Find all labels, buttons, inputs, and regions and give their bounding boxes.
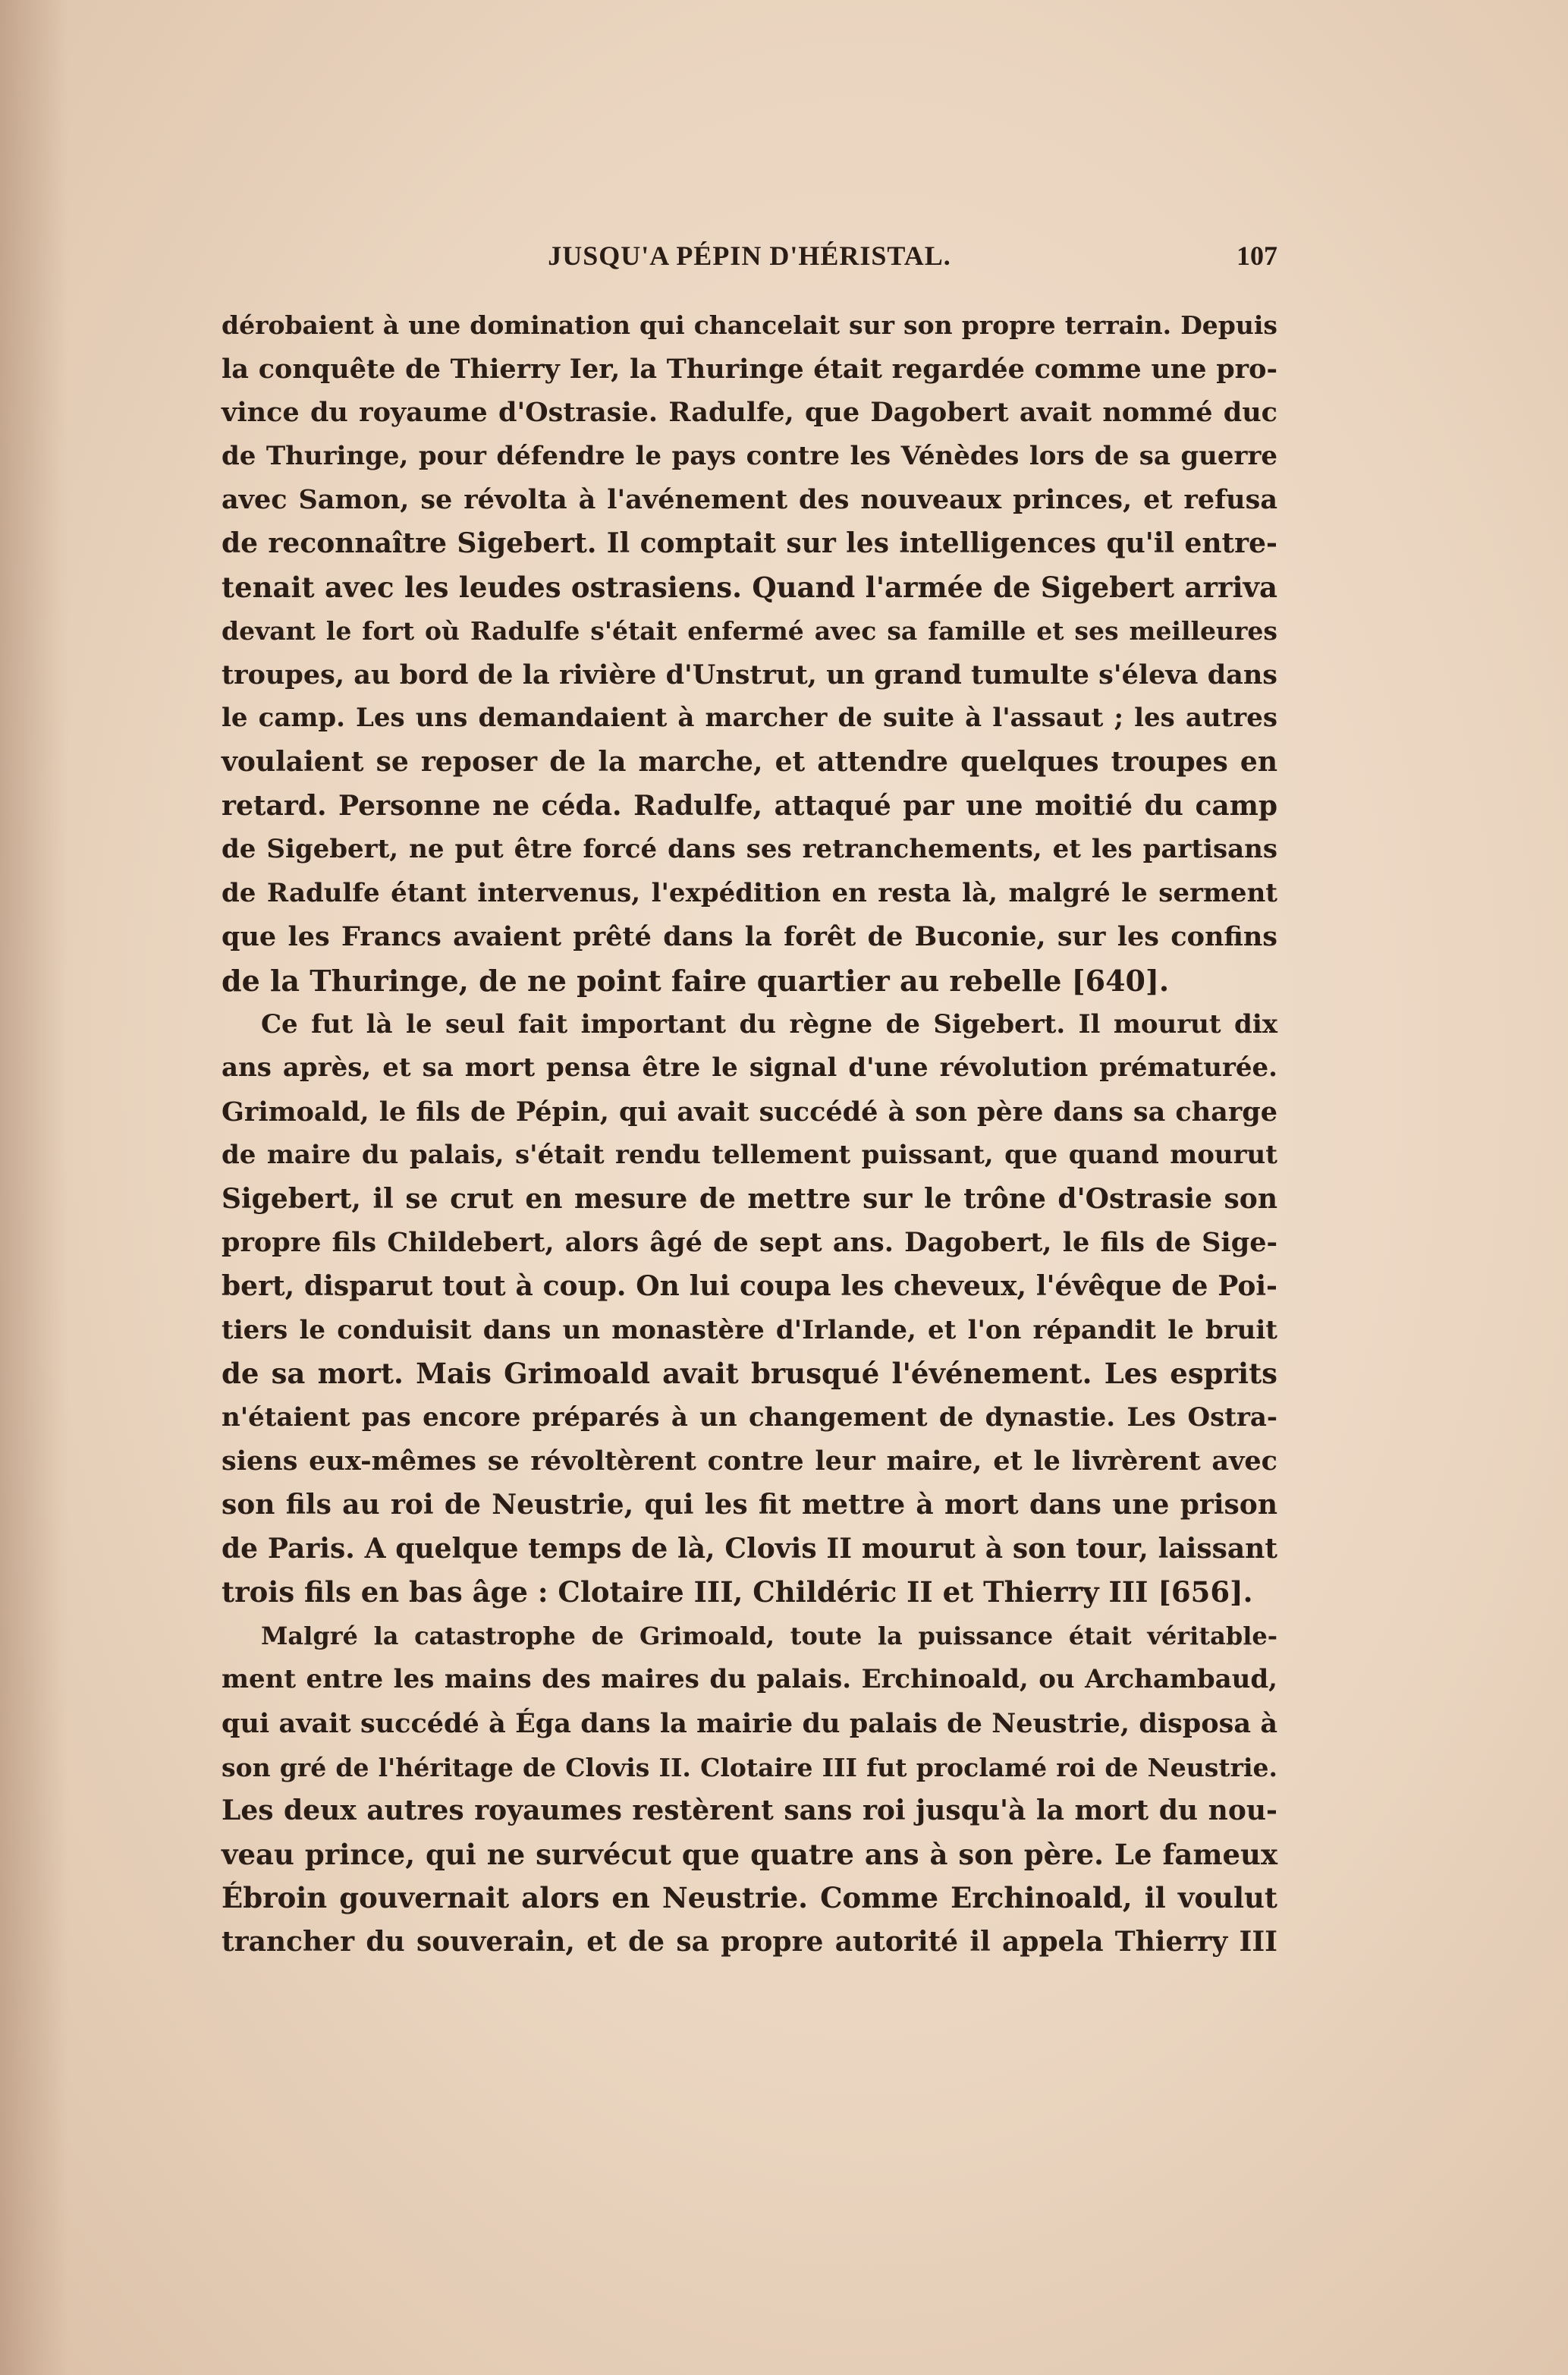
text-line: de la Thuringe, de ne point faire quartier au rebelle [640].	[222, 963, 1170, 998]
text-line: de sa mort. Mais Grimoald avait brusqué l'événement. Les esprits	[222, 1357, 1277, 1391]
text-line: trancher du souverain, et de sa propre autorité il appela Thierry III	[222, 1925, 1277, 1958]
text-line: de Radulfe étant intervenus, l'expédition en resta là, malgré le serment	[222, 877, 1277, 908]
text-line: le camp. Les uns demandaient à marcher de suite à l'assaut ; les autres	[222, 703, 1277, 734]
text-line: ment entre les mains des maires du palais. Erchinoald, ou Archambaud,	[222, 1664, 1277, 1695]
text-line: Sigebert, il se crut en mesure de mettre sur le trône d'Ostrasie son	[222, 1182, 1277, 1215]
text-line: Ébroin gouvernait alors en Neustrie. Comme Erchinoald, il voulut	[222, 1881, 1277, 1915]
text-line: ans après, et sa mort pensa être le signal d'une révolution prématurée.	[222, 1052, 1277, 1084]
page-number: 107	[1236, 241, 1277, 271]
text-line: Ce fut là le seul fait important du règne de Sigebert. Il mourut dix	[261, 1008, 1277, 1040]
text-line: voulaient se reposer de la marche, et attendre quelques troupes en	[222, 745, 1277, 778]
text-line: bert, disparut tout à coup. On lui coupa les cheveux, l'évêque de Poi-	[222, 1270, 1277, 1303]
paragraph-2	[222, 1003, 1277, 1615]
text-line: de maire du palais, s'était rendu tellement puissant, que quand mourut	[222, 1140, 1277, 1171]
text-line: de Thuringe, pour défendre le pays contre les Vénèdes lors de sa guerre	[222, 440, 1277, 471]
text-line: Les deux autres royaumes restèrent sans roi jusqu'à la mort du nou-	[222, 1795, 1277, 1827]
text-line: dérobaient à une domination qui chancelait sur son propre terrain. Depuis	[222, 310, 1277, 340]
text-line: troupes, au bord de la rivière d'Unstrut, un grand tumulte s'éleva dans	[222, 659, 1277, 690]
text-line: tiers le conduisit dans un monastère d'Irlande, et l'on répandit le bruit	[222, 1314, 1277, 1345]
text-line: Grimoald, le fils de Pépin, qui avait succédé à son père dans sa charge	[222, 1096, 1277, 1128]
running-head	[222, 237, 1277, 275]
text-line: siens eux-mêmes se révoltèrent contre leur maire, et le livrèrent avec	[222, 1445, 1277, 1477]
body-text	[222, 304, 1277, 1964]
text-line: de reconnaître Sigebert. Il comptait sur les intelligences qu'il entre-	[222, 527, 1277, 559]
text-line: devant le fort où Radulfe s'était enfermé avec sa famille et ses meilleures	[222, 616, 1277, 646]
text-line: son gré de l'héritage de Clovis II. Clotaire III fut proclamé roi de Neustrie.	[222, 1752, 1277, 1782]
text-line: de Sigebert, ne put être forcé dans ses retranchements, et les partisans	[222, 834, 1277, 865]
text-line: veau prince, qui ne survécut que quatre ans à son père. Le fameux	[222, 1837, 1277, 1871]
running-title: JUSQU'A PÉPIN D'HÉRISTAL.	[548, 241, 951, 271]
text-line: tenait avec les leudes ostrasiens. Quand l'armée de Sigebert arriva	[222, 570, 1277, 604]
text-line: avec Samon, se révolta à l'avénement des nouveaux princes, et refusa	[222, 484, 1277, 516]
page-edge-shadow	[0, 0, 68, 2375]
text-line: retard. Personne ne céda. Radulfe, attaqué par une moitié du camp	[222, 789, 1277, 822]
text-line: trois fils en bas âge : Clotaire III, Childéric II et Thierry III [656].	[222, 1575, 1253, 1609]
text-line: de Paris. A quelque temps de là, Clovis II mourut à son tour, laissant	[222, 1532, 1277, 1565]
paragraph-3	[222, 1615, 1277, 1964]
text-line: la conquête de Thierry Ier, la Thuringe était regardée comme une pro-	[222, 353, 1277, 385]
text-line: vince du royaume d'Ostrasie. Radulfe, que Dagobert avait nommé duc	[222, 397, 1277, 429]
text-line: Malgré la catastrophe de Grimoald, toute la puissance était véritable-	[261, 1621, 1277, 1650]
text-line: n'étaient pas encore préparés à un changement de dynastie. Les Ostra-	[222, 1401, 1277, 1433]
text-line: propre fils Childebert, alors âgé de sept ans. Dagobert, le fils de Sige-	[222, 1227, 1277, 1259]
paragraph-1	[222, 304, 1277, 1003]
text-line: qui avait succédé à Éga dans la mairie du palais de Neustrie, disposa à	[222, 1708, 1277, 1739]
text-line: son fils au roi de Neustrie, qui les fit mettre à mort dans une prison	[222, 1489, 1277, 1521]
text-line: que les Francs avaient prêté dans la forêt de Buconie, sur les confins	[222, 921, 1277, 953]
